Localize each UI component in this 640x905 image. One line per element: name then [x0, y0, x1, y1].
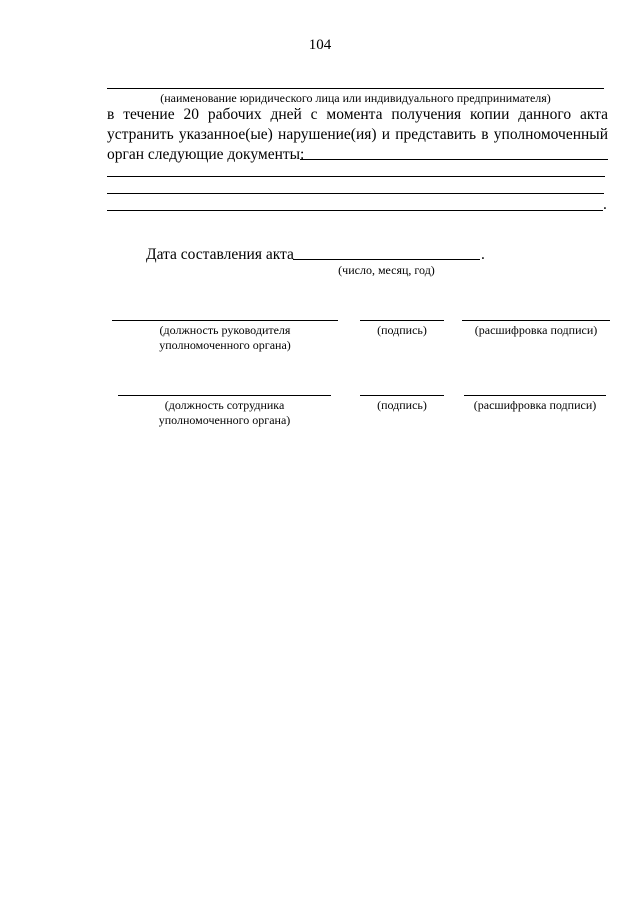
paragraph-line-3: орган следующие документы:	[107, 146, 305, 163]
entity-name-line	[107, 88, 604, 89]
employee-decoding-caption: (расшифровка подписи)	[473, 398, 597, 412]
documents-fill-line-1	[300, 159, 608, 160]
page-number: 104	[308, 37, 332, 53]
paragraph-end-period: .	[603, 196, 607, 213]
head-signature-caption: (подпись)	[377, 323, 427, 337]
date-label: Дата составления акта	[146, 246, 294, 263]
entity-caption: (наименование юридического лица или индивидуального предпринимателя)	[160, 91, 551, 105]
head-position-caption-1: (должность руководителя	[159, 323, 291, 337]
employee-position-caption-1: (должность сотрудника	[164, 398, 285, 412]
head-decoding-caption: (расшифровка подписи)	[474, 323, 598, 337]
date-period: .	[481, 246, 485, 263]
date-caption: (число, месяц, год)	[338, 263, 435, 277]
head-position-line	[112, 320, 338, 321]
employee-signature-line	[360, 395, 444, 396]
documents-fill-line-2	[107, 176, 605, 177]
head-position-caption-2: уполномоченного органа)	[159, 338, 291, 352]
head-decoding-line	[462, 320, 610, 321]
employee-signature-caption: (подпись)	[377, 398, 427, 412]
documents-fill-line-3	[107, 193, 604, 194]
paragraph-line-1: в течение 20 рабочих дней с момента получения копии данного акта	[107, 106, 608, 123]
employee-position-line	[118, 395, 331, 396]
date-fill-line	[293, 259, 480, 260]
paragraph-line-2: устранить указанное(ые) нарушение(ия) и представить в уполномоченный	[107, 126, 608, 143]
employee-position-caption-2: уполномоченного органа)	[158, 413, 291, 427]
documents-fill-line-4	[107, 210, 603, 211]
employee-decoding-line	[464, 395, 606, 396]
head-signature-line	[360, 320, 444, 321]
